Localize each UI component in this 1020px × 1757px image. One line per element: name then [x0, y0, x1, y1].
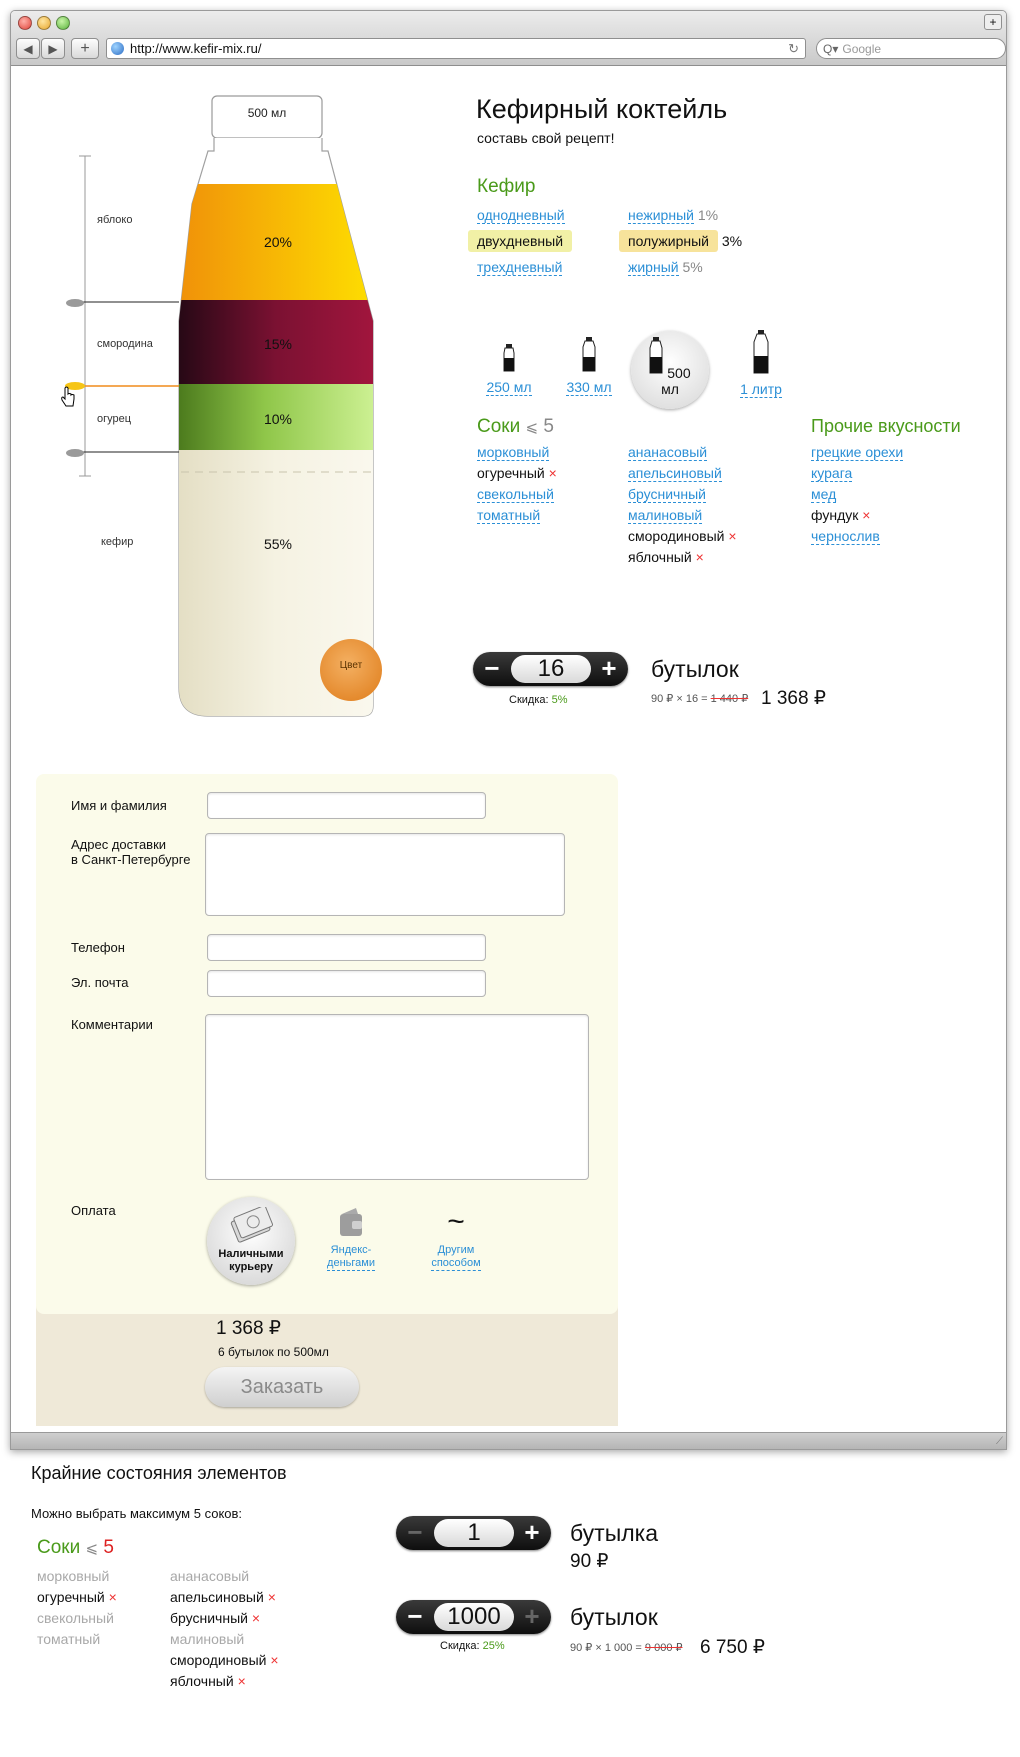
juices-col-2 [628, 444, 737, 570]
kefir-day-3[interactable]: трехдневный [477, 259, 563, 275]
fat-pct-high: 5% [682, 259, 703, 275]
juice-orange[interactable]: апельсиновый [628, 465, 722, 481]
extreme-juices-heading [37, 1537, 114, 1559]
extreme-remove-currant-icon[interactable]: × [270, 1652, 279, 1668]
discount-value: 5% [551, 694, 568, 706]
drag-handle-1 [66, 299, 84, 307]
zoom-window-button[interactable] [56, 16, 70, 30]
address-label-line1: Адрес доставки [71, 837, 167, 852]
address-label [71, 837, 190, 867]
comments-label: Комментарии [71, 1017, 153, 1032]
juice-currant-selected[interactable]: смородиновый [628, 528, 725, 544]
juices-heading-text: Соки [477, 416, 521, 437]
max-minus-button[interactable]: − [407, 1601, 423, 1631]
payment-other-label: Другим способом [431, 1244, 481, 1269]
hand-cursor-icon [62, 387, 74, 406]
juices-limit: 5 [543, 416, 554, 437]
bottle-xl-icon [753, 330, 769, 374]
kefir-heading: Кефир [477, 176, 536, 197]
order-button[interactable]: Заказать [205, 1367, 359, 1407]
extreme-juice-cucumber-selected[interactable]: огуречный [37, 1589, 105, 1605]
order-summary: 6 бутылок по 500мл [218, 1345, 329, 1359]
juice-carrot[interactable]: морковный [477, 444, 550, 460]
fat-option-medium-selected[interactable]: полужирный [619, 230, 718, 252]
quantity-input[interactable]: 16 [511, 655, 591, 683]
extreme-juice-pineapple-disabled: ананасовый [170, 1568, 250, 1584]
address-text: http://www.kefir-mix.ru/ [130, 41, 262, 56]
size-500-selected[interactable] [642, 337, 698, 397]
extreme-juice-tomato-disabled: томатный [37, 1631, 101, 1647]
payment-yandex-label: Яндекс- деньгами [327, 1244, 375, 1269]
wallet-icon [336, 1206, 366, 1238]
name-label: Имя и фамилия [71, 798, 167, 813]
search-field[interactable] [816, 38, 1006, 59]
forward-icon: ▶ [48, 41, 58, 56]
payment-cash-label: Наличными курьеру [218, 1248, 284, 1273]
payment-cash-selected[interactable] [207, 1197, 295, 1285]
extra-honey[interactable]: мед [811, 486, 837, 502]
phone-field[interactable] [207, 934, 486, 961]
price-calc [651, 692, 748, 705]
extreme-juice-raspberry-disabled: малиновый [170, 1631, 245, 1647]
bottle-medium-icon [582, 337, 596, 372]
back-icon: ◀ [23, 41, 33, 56]
quantity-plus-button[interactable]: + [601, 653, 617, 683]
max-total-price: 6 750 ₽ [700, 1637, 765, 1658]
extreme-limit: 5 [103, 1537, 114, 1558]
email-label: Эл. почта [71, 975, 129, 990]
layer-pct-currant: 15% [263, 336, 293, 352]
size-330-label: 330 мл [566, 379, 612, 395]
extra-prunes[interactable]: чернослив [811, 528, 880, 544]
bottle-small-icon [503, 344, 515, 372]
min-minus-button-disabled: − [407, 1517, 423, 1547]
extreme-note: Можно выбрать максимум 5 соков: [31, 1506, 243, 1521]
close-window-button[interactable] [18, 16, 32, 30]
browser-window [10, 10, 1007, 1450]
min-quantity-stepper [396, 1516, 551, 1550]
bottle-graphic [11, 56, 471, 756]
max-quantity-stepper [396, 1600, 551, 1634]
bottle-cap-label: 500 мл [247, 106, 287, 120]
remove-currant-icon[interactable]: × [728, 528, 737, 544]
size-500-label: 500 мл [661, 365, 691, 397]
juice-cranberry[interactable]: брусничный [628, 486, 706, 502]
kefir-day-1[interactable]: однодневный [477, 207, 565, 223]
max-discount-line [440, 1640, 505, 1652]
bottle-constructor [11, 56, 471, 756]
max-discount-label: Скидка: [440, 1640, 480, 1652]
juices-col-1 [477, 444, 557, 528]
discount-line [509, 694, 568, 706]
kefir-day-options [477, 207, 572, 285]
layer-label-kefir: кефир [101, 536, 134, 548]
juice-beet[interactable]: свекольный [477, 486, 554, 502]
min-quantity-input[interactable]: 1 [434, 1519, 514, 1547]
order-total: 1 368 ₽ [216, 1318, 281, 1339]
extreme-limit-sign: ⩽ [85, 1540, 99, 1557]
extreme-juice-beet-disabled: свекольный [37, 1610, 114, 1626]
juice-raspberry[interactable]: малиновый [628, 507, 703, 523]
layer-label-currant: смородина [97, 338, 153, 350]
fat-pct-low: 1% [697, 207, 719, 223]
new-tab-button[interactable]: + [984, 14, 1002, 30]
kefir-fat-options [628, 207, 742, 285]
fat-option-low[interactable]: нежирный [628, 207, 694, 223]
extreme-remove-cucumber-icon[interactable]: × [108, 1589, 117, 1605]
extra-dried-apricots[interactable]: курага [811, 465, 853, 481]
total-price: 1 368 ₽ [761, 688, 826, 709]
extras-list [811, 444, 903, 549]
size-1000[interactable] [731, 330, 791, 398]
max-discount-value: 25% [482, 1640, 505, 1652]
size-1000-label: 1 литр [740, 381, 782, 397]
fat-option-high[interactable]: жирный [628, 259, 679, 275]
payment-other[interactable] [416, 1206, 496, 1271]
globe-icon [111, 42, 124, 55]
remove-apple-icon[interactable]: × [695, 549, 704, 565]
juice-cucumber-selected[interactable]: огуречный [477, 465, 545, 481]
payment-yandex[interactable] [311, 1206, 391, 1271]
juices-limit-sign: ⩽ [525, 419, 539, 436]
extras-heading: Прочие вкусности [811, 416, 961, 436]
color-button[interactable]: Цвет [339, 660, 363, 671]
layer-label-cucumber: огурец [97, 413, 132, 425]
address-label-line2: в Санкт-Петербурге [71, 852, 191, 867]
juices-heading [477, 416, 554, 438]
extreme-juices-col-1 [37, 1568, 117, 1652]
layer-pct-cucumber: 10% [263, 411, 293, 427]
email-field[interactable] [207, 970, 486, 997]
max-price-formula: 90 ₽ × 1 000 = [570, 1642, 642, 1654]
extra-walnuts[interactable]: грецкие орехи [811, 444, 904, 460]
extreme-juice-currant-selected[interactable]: смородиновый [170, 1652, 267, 1668]
min-plus-button[interactable]: + [524, 1517, 540, 1547]
plus-icon: + [80, 39, 90, 57]
remove-cucumber-icon[interactable]: × [548, 465, 557, 481]
drag-handle-3 [66, 449, 84, 457]
size-330[interactable] [561, 337, 617, 396]
extreme-remove-apple-icon[interactable]: × [237, 1673, 246, 1689]
comments-field[interactable] [205, 1014, 589, 1180]
min-price: 90 ₽ [570, 1551, 609, 1572]
search-icon: Q▾ [823, 41, 839, 56]
max-old-total: 9 000 ₽ [644, 1642, 683, 1654]
juice-apple-selected[interactable]: яблочный [628, 549, 692, 565]
quantity-unit: бутылок [651, 656, 739, 682]
layer-label-apple: яблоко [97, 214, 133, 226]
extreme-states-title: Крайние состояния элементов [31, 1463, 287, 1483]
kefir-day-2-selected[interactable]: двухдневный [468, 230, 572, 252]
size-250[interactable] [481, 344, 537, 396]
juice-tomato[interactable]: томатный [477, 507, 541, 523]
name-field[interactable] [207, 792, 486, 819]
size-250-label: 250 мл [486, 379, 532, 395]
max-price-calc [570, 1641, 683, 1654]
status-bar [11, 1432, 1006, 1449]
quantity-stepper [473, 652, 628, 686]
extreme-juice-carrot-disabled: морковный [37, 1568, 110, 1584]
search-placeholder: Google [842, 41, 882, 56]
max-plus-button-disabled: + [524, 1601, 540, 1631]
juice-pineapple[interactable]: ананасовый [628, 444, 708, 460]
max-quantity-input[interactable]: 1000 [434, 1603, 514, 1631]
address-field[interactable] [205, 833, 565, 916]
resize-grip-icon[interactable]: ⟋ [996, 1436, 1003, 1447]
extreme-remove-cranberry-icon[interactable]: × [251, 1610, 261, 1626]
minimize-window-button[interactable] [37, 16, 51, 30]
layer-pct-apple: 20% [263, 234, 293, 250]
remove-hazelnut-icon[interactable]: × [862, 507, 871, 523]
extreme-juices-col-2 [170, 1568, 279, 1694]
cash-icon [226, 1207, 276, 1247]
bottle-large-icon [649, 337, 663, 374]
payment-label: Оплата [71, 1203, 116, 1218]
extreme-juice-cranberry-selected[interactable]: брусничный [170, 1610, 248, 1626]
fat-pct-medium: 3% [721, 233, 743, 249]
max-quantity-unit: бутылок [570, 1604, 658, 1630]
extra-hazelnut-selected[interactable]: фундук [811, 507, 859, 523]
extreme-juices-heading-text: Соки [37, 1537, 81, 1558]
price-formula: 90 ₽ × 16 = [651, 693, 708, 705]
page-subtitle: составь свой рецепт! [477, 130, 615, 146]
phone-label: Телефон [71, 940, 125, 955]
reload-icon[interactable]: ↻ [788, 40, 799, 56]
tilde-icon: ~ [447, 1205, 465, 1238]
quantity-minus-button[interactable]: − [484, 653, 500, 683]
extreme-juice-apple-selected[interactable]: яблочный [170, 1673, 234, 1689]
extreme-juice-orange-selected[interactable]: апельсиновый [170, 1589, 264, 1605]
min-quantity-unit: бутылка [570, 1520, 659, 1546]
old-total: 1 440 ₽ [710, 693, 749, 705]
discount-label: Скидка: [509, 694, 549, 706]
extreme-remove-orange-icon[interactable]: × [267, 1589, 276, 1605]
page-title: Кефирный коктейль [476, 94, 728, 124]
layer-pct-kefir: 55% [263, 536, 293, 552]
